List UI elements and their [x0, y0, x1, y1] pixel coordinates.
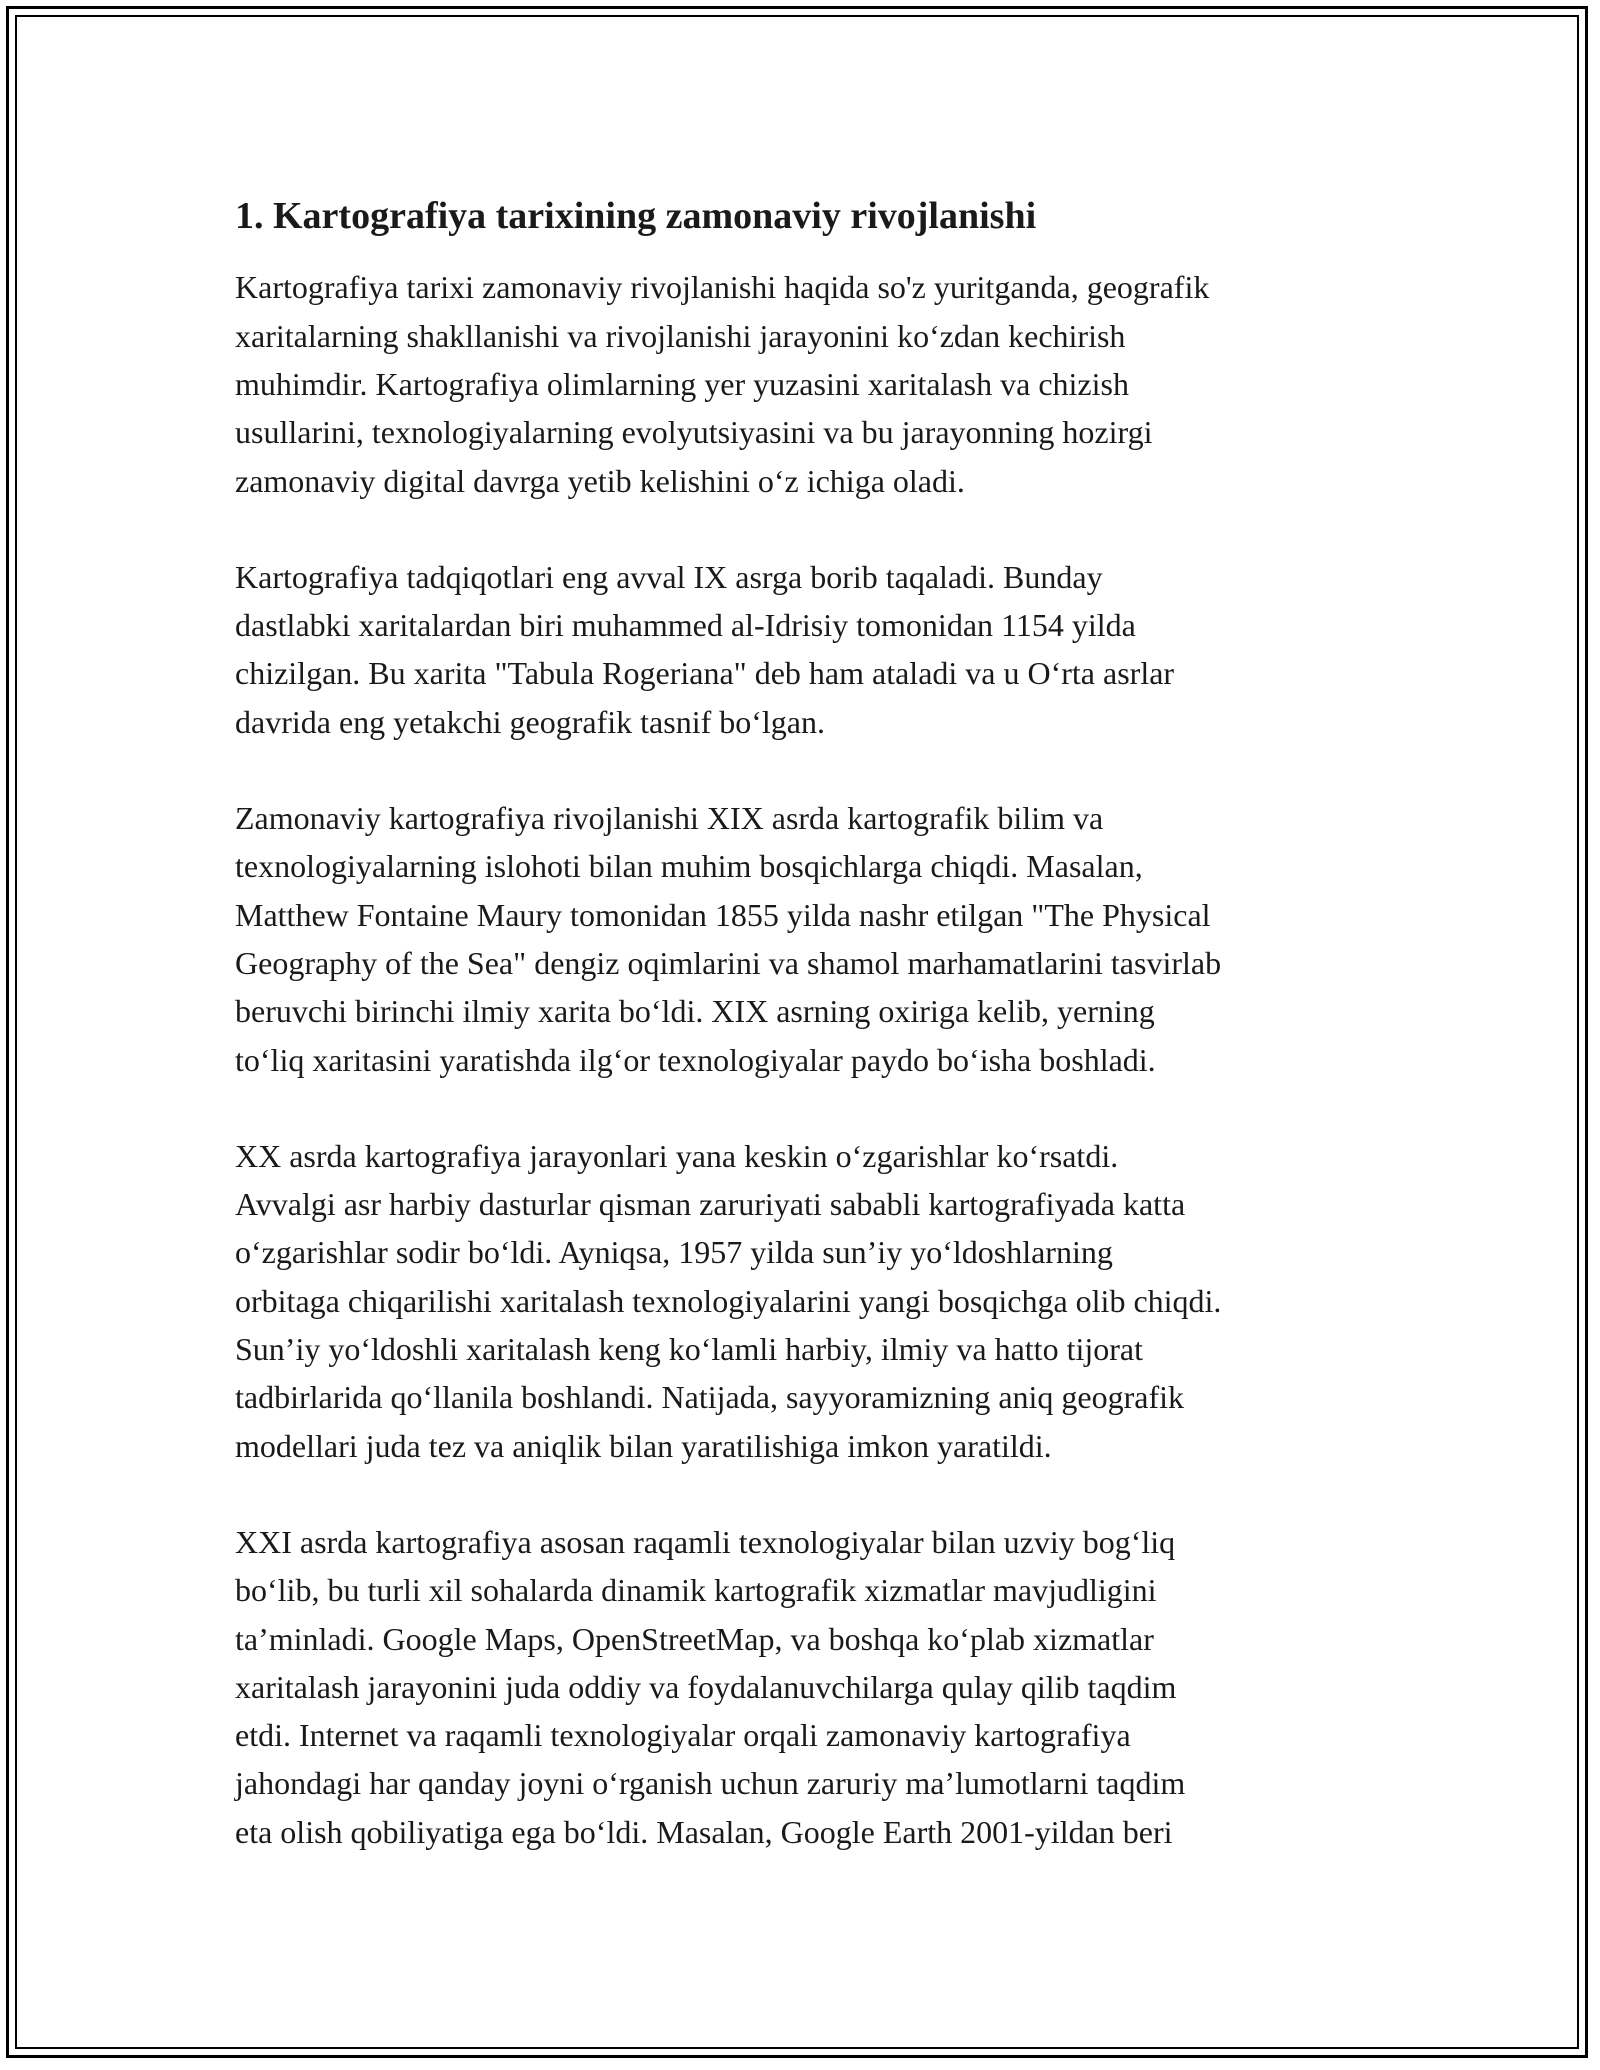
text-line: toʻliq xaritasini yaratishda ilgʻor texnologiyalar paydo boʻisha boshladi.: [235, 1041, 1156, 1078]
text-line: Geography of the Sea" dengiz oqimlarini va shamol marhamatlarini tasvirlab: [235, 944, 1222, 981]
text-line: ta’minladi. Google Maps, OpenStreetMap, va boshqa koʻplab xizmatlar: [235, 1620, 1154, 1657]
paragraph-2: [235, 553, 1370, 746]
text-line: xaritalarning shakllanishi va rivojlanishi jarayonini koʻzdan kechirish: [235, 317, 1126, 354]
paragraph-5: [235, 1518, 1370, 1856]
text-line: Avvalgi asr harbiy dasturlar qisman zaruriyati sababli kartografiyada katta: [235, 1186, 1186, 1223]
text-line: jahondagi har qanday joyni oʻrganish uchun zaruriy ma’lumotlarni taqdim: [235, 1765, 1186, 1802]
paragraph-3: [235, 794, 1370, 1084]
text-line: Zamonaviy kartografiya rivojlanishi XIX asrda kartografik bilim va: [235, 800, 1104, 837]
text-line: beruvchi birinchi ilmiy xarita boʻldi. XIX asrning oxiriga kelib, yerning: [235, 993, 1155, 1030]
paragraph-1: [235, 263, 1370, 504]
section-heading: 1. Kartografiya tarixining zamonaviy rivojlanishi: [235, 195, 1037, 237]
text-line: usullarini, texnologiyalarning evolyutsiyasini va bu jarayonning hozirgi: [235, 414, 1153, 451]
text-line: Matthew Fontaine Maury tomonidan 1855 yilda nashr etilgan "The Physical: [235, 896, 1211, 933]
paragraph-4: [235, 1132, 1370, 1470]
text-line: dastlabki xaritalardan biri muhammed al-Idrisiy tomonidan 1154 yilda: [235, 607, 1136, 644]
text-line: tadbirlarida qoʻllanila boshlandi. Natijada, sayyoramizning aniq geografik: [235, 1379, 1185, 1416]
text-line: Kartografiya tarixi zamonaviy rivojlanishi haqida so'z yuritganda, geografik: [235, 269, 1210, 306]
text-line: oʻzgarishlar sodir boʻldi. Ayniqsa, 1957 yilda sun’iy yoʻldoshlarning: [235, 1234, 1113, 1271]
text-line: eta olish qobiliyatiga ega boʻldi. Masalan, Google Earth 2001-yildan beri: [235, 1813, 1173, 1850]
text-line: muhimdir. Kartografiya olimlarning yer yuzasini xaritalash va chizish: [235, 365, 1129, 402]
text-line: orbitaga chiqarilishi xaritalash texnologiyalarini yangi bosqichga olib chiqdi.: [235, 1282, 1222, 1319]
text-line: zamonaviy digital davrga yetib kelishini oʻz ichiga oladi.: [235, 462, 965, 499]
text-line: XX asrda kartografiya jarayonlari yana keskin oʻzgarishlar koʻrsatdi.: [235, 1137, 1119, 1174]
text-line: Kartografiya tadqiqotlari eng avval IX asrga borib taqaladi. Bunday: [235, 558, 1103, 595]
text-line: texnologiyalarning islohoti bilan muhim bosqichlarga chiqdi. Masalan,: [235, 848, 1143, 885]
text-line: chizilgan. Bu xarita "Tabula Rogeriana" deb ham ataladi va u Oʻrta asrlar: [235, 655, 1175, 692]
text-line: etdi. Internet va raqamli texnologiyalar orqali zamonaviy kartografiya: [235, 1717, 1131, 1754]
text-line: modellari juda tez va aniqlik bilan yaratilishiga imkon yaratildi.: [235, 1427, 1052, 1464]
document-body: [235, 180, 1370, 1856]
text-line: Sun’iy yoʻldoshli xaritalash keng koʻlamli harbiy, ilmiy va hatto tijorat: [235, 1331, 1143, 1368]
text-line: XXI asrda kartografiya asosan raqamli texnologiyalar bilan uzviy bogʻliq: [235, 1523, 1176, 1560]
text-line: davrida eng yetakchi geografik tasnif boʻlgan.: [235, 703, 825, 740]
text-line: boʻlib, bu turli xil sohalarda dinamik kartografik xizmatlar mavjudligini: [235, 1572, 1157, 1609]
text-line: xaritalash jarayonini juda oddiy va foydalanuvchilarga qulay qilib taqdim: [235, 1668, 1177, 1705]
